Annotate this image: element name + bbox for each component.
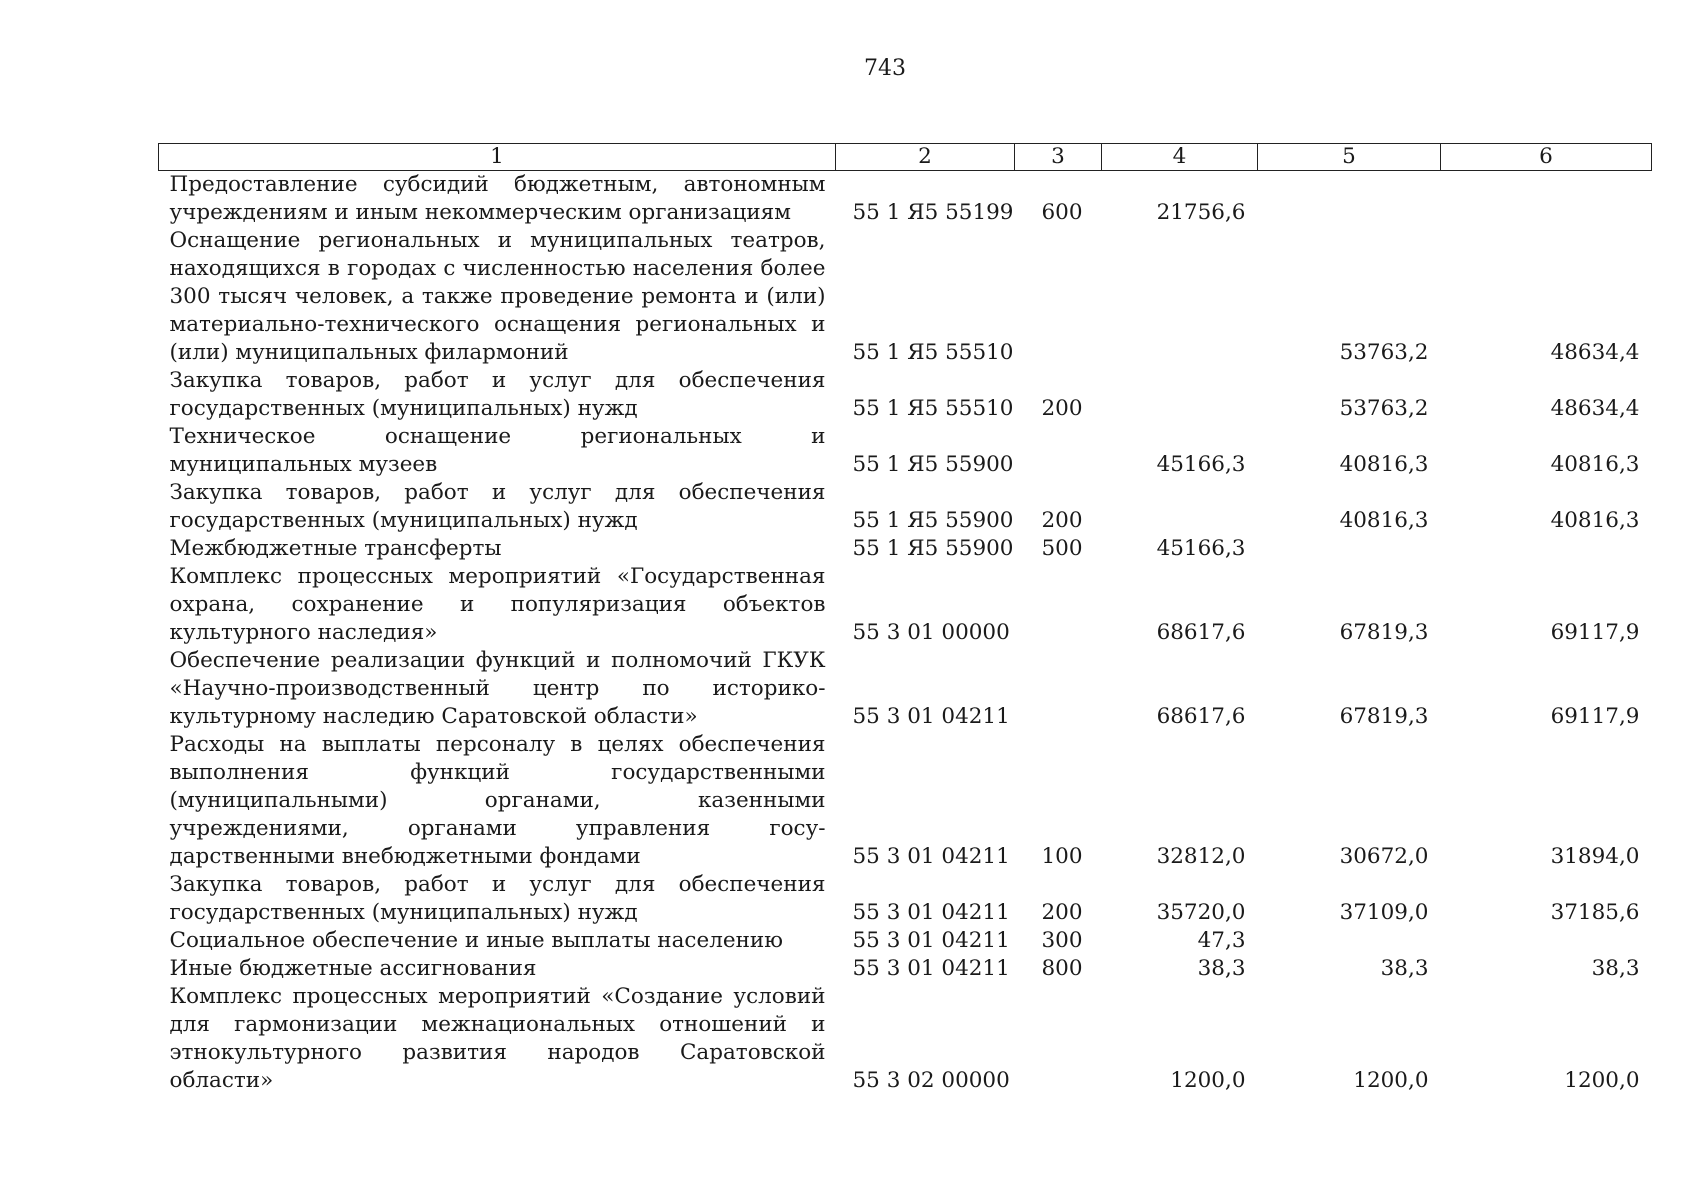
column-header-1: 1 — [159, 144, 836, 171]
row-code: 55 1 Я5 55900 — [852, 536, 1014, 561]
row-value-6 — [1441, 535, 1652, 563]
row-value-6: 37185,6 — [1550, 900, 1640, 925]
row-expense-type — [1015, 423, 1102, 479]
row-value-5: 53763,2 — [1339, 396, 1429, 421]
table-row — [159, 563, 1652, 647]
row-value-5: 37109,0 — [1339, 900, 1429, 925]
row-name: Расходы на выплаты персоналу в целях обеспечения выполнения функций государственными (муниципальными) органами, казенными учреждениями, органами управления государственными внебюджетными фондами — [169, 732, 826, 869]
row-value-6 — [1441, 171, 1652, 228]
table-row — [159, 983, 1652, 1095]
table-row — [159, 479, 1652, 535]
row-value-4: 68617,6 — [1156, 704, 1246, 729]
row-code: 55 3 02 00000 — [852, 1068, 1010, 1093]
row-value-6: 69117,9 — [1550, 704, 1640, 729]
row-name: Оснащение региональных и муниципальных театров, находящихся в городах с численностью населения более 300 тысяч человек, а также проведение ремонта и (или) материально-технического оснащения региональных и (или) муниципальных филармоний — [169, 228, 826, 365]
row-value-4: 68617,6 — [1156, 620, 1246, 645]
row-value-4: 38,3 — [1197, 956, 1246, 981]
row-value-6: 48634,4 — [1550, 340, 1640, 365]
row-expense-type — [1015, 563, 1102, 647]
row-value-4 — [1102, 479, 1258, 535]
row-value-4: 35720,0 — [1156, 900, 1246, 925]
row-value-6: 40816,3 — [1550, 452, 1640, 477]
row-value-5: 38,3 — [1380, 956, 1429, 981]
row-name: Межбюджетные трансферты — [169, 536, 502, 561]
row-value-5: 67819,3 — [1339, 704, 1429, 729]
row-code: 55 1 Я5 55199 — [852, 200, 1014, 225]
table-row — [159, 927, 1652, 955]
row-expense-type — [1015, 227, 1102, 367]
row-code: 55 1 Я5 55510 — [852, 396, 1014, 421]
row-code: 55 1 Я5 55900 — [852, 508, 1014, 533]
table-row — [159, 535, 1652, 563]
table-row — [159, 955, 1652, 983]
row-code: 55 1 Я5 55510 — [852, 340, 1014, 365]
row-value-6: 48634,4 — [1550, 396, 1640, 421]
table-row — [159, 423, 1652, 479]
row-name: Комплекс процессных мероприятий «Государственная охрана, сохранение и популяризация объектов культурного наследия» — [169, 564, 826, 645]
row-name: Закупка товаров, работ и услуг для обеспечения государственных (муниципальных) нужд — [169, 872, 826, 925]
row-name: Обеспечение реализации функций и полномочий ГКУК «Научно-производственный центр по историко-культурному наследию Саратовской области» — [169, 648, 826, 729]
table-header — [159, 144, 1652, 171]
row-name: Техническое оснащение региональных и муниципальных музеев — [169, 424, 826, 477]
column-header-6: 6 — [1441, 144, 1652, 171]
table-row — [159, 367, 1652, 423]
table-row — [159, 871, 1652, 927]
row-value-5 — [1258, 535, 1441, 563]
row-code: 55 3 01 04211 — [852, 844, 1010, 869]
row-value-6: 69117,9 — [1550, 620, 1640, 645]
table-row — [159, 647, 1652, 731]
row-code: 55 3 01 04211 — [852, 956, 1010, 981]
column-header-5: 5 — [1258, 144, 1441, 171]
row-value-5: 40816,3 — [1339, 508, 1429, 533]
row-value-6: 38,3 — [1591, 956, 1640, 981]
row-name: Иные бюджетные ассигнования — [169, 956, 537, 981]
row-value-4 — [1102, 227, 1258, 367]
row-value-6 — [1441, 927, 1652, 955]
row-value-6: 40816,3 — [1550, 508, 1640, 533]
row-value-5: 40816,3 — [1339, 452, 1429, 477]
row-expense-type: 800 — [1041, 956, 1083, 981]
row-expense-type: 200 — [1041, 508, 1083, 533]
row-expense-type: 500 — [1041, 536, 1083, 561]
budget-table — [158, 143, 1652, 1095]
row-value-5: 1200,0 — [1353, 1068, 1429, 1093]
row-name: Закупка товаров, работ и услуг для обеспечения государственных (муниципальных) нужд — [169, 480, 826, 533]
row-value-6: 31894,0 — [1550, 844, 1640, 869]
row-value-4: 1200,0 — [1170, 1068, 1246, 1093]
row-value-5: 53763,2 — [1339, 340, 1429, 365]
row-value-4: 32812,0 — [1156, 844, 1246, 869]
table-row — [159, 731, 1652, 871]
row-value-4: 45166,3 — [1156, 452, 1246, 477]
row-value-4 — [1102, 367, 1258, 423]
row-value-4: 21756,6 — [1156, 200, 1246, 225]
row-expense-type: 200 — [1041, 900, 1083, 925]
row-code: 55 3 01 04211 — [852, 900, 1010, 925]
row-value-4: 47,3 — [1197, 928, 1246, 953]
row-value-5: 30672,0 — [1339, 844, 1429, 869]
row-name: Предоставление субсидий бюджетным, автономным учреждениям и иным некоммерческим организациям — [169, 172, 826, 225]
row-name: Закупка товаров, работ и услуг для обеспечения государственных (муниципальных) нужд — [169, 368, 826, 421]
column-header-3: 3 — [1015, 144, 1102, 171]
row-expense-type: 300 — [1041, 928, 1083, 953]
row-code: 55 1 Я5 55900 — [852, 452, 1014, 477]
row-expense-type: 100 — [1041, 844, 1083, 869]
row-expense-type — [1015, 647, 1102, 731]
row-expense-type — [1015, 983, 1102, 1095]
row-code: 55 3 01 00000 — [852, 620, 1010, 645]
row-value-4: 45166,3 — [1156, 536, 1246, 561]
row-name: Комплекс процессных мероприятий «Создание условий для гармонизации межнациональных отношений и этнокультурного развития народов Саратовской области» — [169, 984, 826, 1093]
row-name: Социальное обеспечение и иные выплаты населению — [169, 928, 783, 953]
table-row — [159, 227, 1652, 367]
row-value-5 — [1258, 171, 1441, 228]
row-value-5: 67819,3 — [1339, 620, 1429, 645]
row-value-6: 1200,0 — [1564, 1068, 1640, 1093]
row-expense-type: 200 — [1041, 396, 1083, 421]
column-header-4: 4 — [1102, 144, 1258, 171]
page-number: 743 — [864, 56, 906, 81]
column-header-2: 2 — [836, 144, 1015, 171]
row-code: 55 3 01 04211 — [852, 704, 1010, 729]
table-row — [159, 171, 1652, 228]
row-code: 55 3 01 04211 — [852, 928, 1010, 953]
row-value-5 — [1258, 927, 1441, 955]
table-body — [159, 171, 1652, 1096]
row-expense-type: 600 — [1041, 200, 1083, 225]
